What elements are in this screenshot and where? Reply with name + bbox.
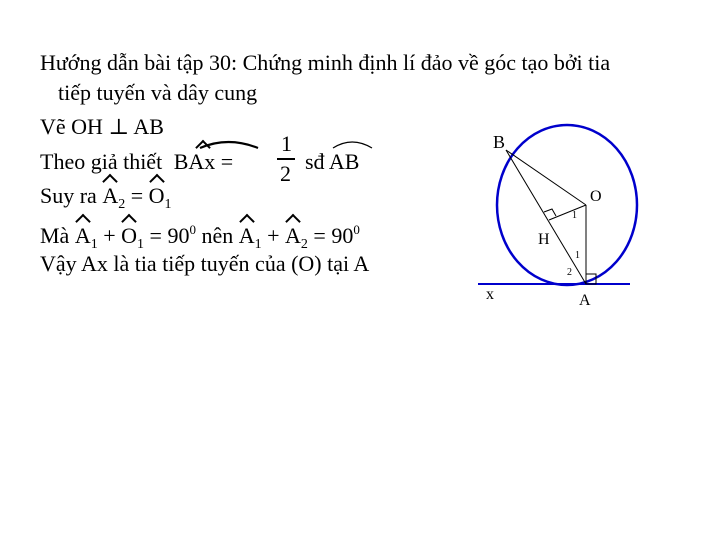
degree-superscript: 0 bbox=[189, 222, 196, 237]
conclusion-prefix: Suy ra bbox=[40, 183, 97, 208]
title-text: Hướng dẫn bài tập 30: Chứng minh định lí đảo về góc tạo bởi tia bbox=[40, 50, 611, 75]
label-B: B bbox=[493, 132, 506, 152]
label-2-at-A: 2 bbox=[567, 267, 572, 278]
angle-A-letter: A bbox=[238, 223, 255, 248]
subscript-2: 2 bbox=[118, 197, 126, 212]
fraction-denominator: 2 bbox=[280, 161, 291, 186]
equals: = bbox=[313, 223, 326, 248]
subscript-1: 1 bbox=[137, 237, 145, 252]
equals: = bbox=[149, 223, 162, 248]
subscript-1: 1 bbox=[164, 197, 172, 212]
title-text-cont: tiếp tuyến và dây cung bbox=[58, 80, 258, 105]
subscript-1: 1 bbox=[254, 237, 262, 252]
final-conclusion-text: Vậy Ax là tia tiếp tuyến của (O) tại A bbox=[40, 251, 370, 276]
angle-A-letter: A bbox=[102, 183, 119, 208]
circle-O bbox=[497, 125, 637, 285]
label-x: x bbox=[486, 286, 494, 303]
angle-A-letter: A bbox=[74, 223, 91, 248]
arc-measure-text: sđ AB bbox=[305, 149, 360, 174]
label-1-at-O: 1 bbox=[572, 210, 577, 221]
ninety: 90 bbox=[331, 223, 354, 248]
plus-sign: + bbox=[103, 223, 116, 248]
equals: = bbox=[130, 183, 144, 208]
then-word: nên bbox=[201, 223, 234, 248]
angle-O-letter: O bbox=[121, 223, 138, 248]
label-O: O bbox=[590, 188, 602, 205]
angle-BAx-text: BAx = bbox=[173, 149, 234, 174]
label-1-at-A: 1 bbox=[575, 250, 580, 261]
plus-sign: + bbox=[267, 223, 280, 248]
angle-A-letter: A bbox=[285, 223, 301, 248]
right-angle-H bbox=[544, 209, 556, 216]
subscript-2: 2 bbox=[300, 237, 308, 252]
radius-OB bbox=[506, 150, 586, 205]
angle-O-letter: O bbox=[148, 183, 165, 208]
fraction-numerator: 1 bbox=[281, 131, 292, 156]
step-text: Vẽ OH ⊥ AB bbox=[40, 114, 164, 139]
sum-prefix: Mà bbox=[40, 223, 70, 248]
ninety: 90 bbox=[167, 223, 190, 248]
subscript-1: 1 bbox=[90, 237, 98, 252]
degree-superscript: 0 bbox=[353, 222, 360, 237]
hypothesis-prefix: Theo giả thiết bbox=[40, 149, 163, 174]
label-H: H bbox=[538, 231, 550, 248]
label-A: A bbox=[579, 292, 591, 309]
